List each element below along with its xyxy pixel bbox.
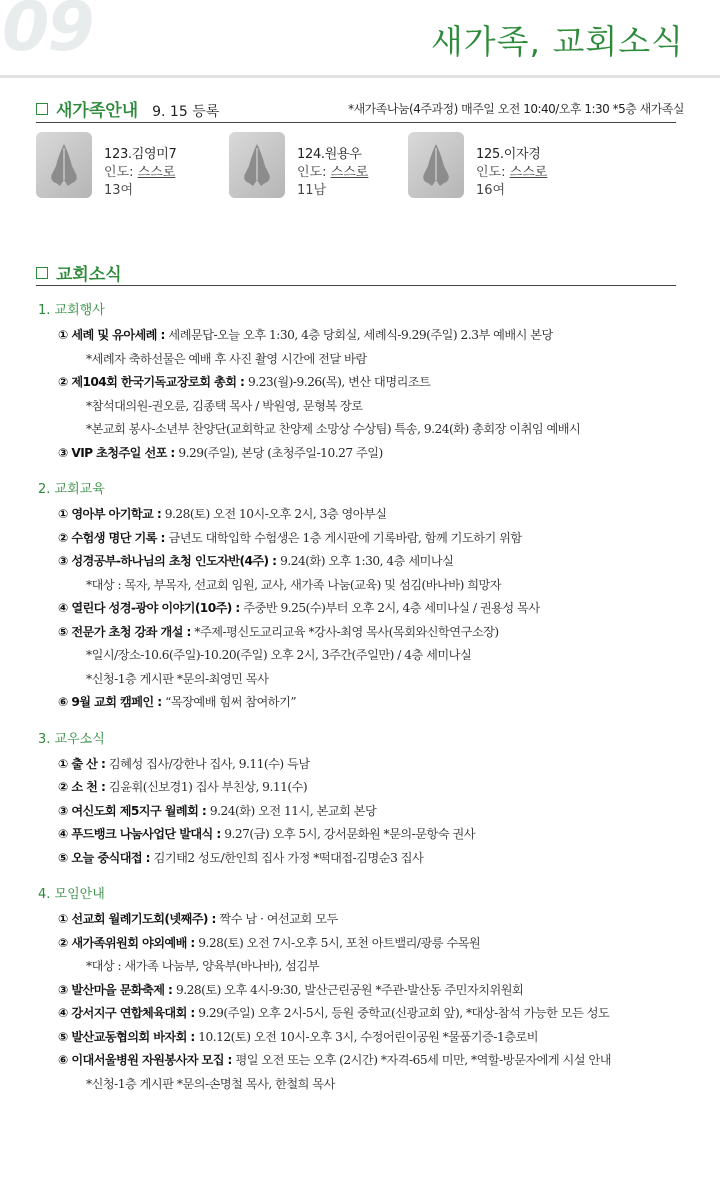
news-item-text: *신청-1층 게시판 *문의-손명철 목사, 한철희 목사	[86, 1076, 335, 1091]
news-item-detail	[38, 418, 698, 442]
news-item-text: 금년도 대학입학 수험생은 1층 게시판에 기록바람, 함께 기도하기 위함	[168, 530, 522, 545]
member-age: 16여	[476, 183, 506, 198]
registration-date: 9. 15 등록	[152, 104, 220, 120]
news-category-title: 2. 교회교육	[38, 482, 105, 497]
news-item-detail	[38, 574, 698, 598]
news-item	[38, 691, 698, 715]
news-item-label: ① 선교회 월례기도회(넷째주) :	[58, 912, 220, 926]
news-item-text: 9.28(토) 오전 10시-오후 2시, 3층 영아부실	[164, 507, 387, 521]
member-age: 13여	[104, 183, 134, 198]
member-age: 11남	[297, 183, 327, 198]
praying-hands-icon	[229, 132, 285, 198]
news-item-label: ③ 발산마을 문화축제 :	[58, 982, 176, 997]
square-bullet-icon	[36, 103, 48, 115]
new-family-list	[36, 132, 676, 212]
news-item-detail	[38, 395, 698, 419]
news-item-label: ④ 열린다 성경-광야 이야기(10주) :	[58, 601, 244, 615]
news-item-text: 9.23(월)-9.26(목), 변산 대명리조트	[247, 375, 431, 389]
member-name: 125.이자경	[476, 147, 541, 162]
church-news-body	[38, 300, 698, 1096]
news-item-label: ② 소 천 :	[58, 780, 109, 794]
news-item	[38, 979, 698, 1003]
news-item-label: ④ 강서지구 연합체육대회 :	[58, 1006, 199, 1020]
news-category-title: 3. 교우소식	[38, 731, 105, 747]
news-item	[38, 1026, 698, 1050]
news-item-text: 9.27(금) 오후 5시, 강서문화원 *문의-문항숙 권사	[224, 827, 476, 841]
news-item	[38, 800, 698, 824]
news-item	[38, 823, 698, 847]
news-item	[38, 1002, 698, 1026]
news-item-text: 세례문답-오늘 오후 1:30, 4층 당회실, 세례식-9.29(주일) 2.3부 예배시 본당	[168, 328, 553, 342]
praying-hands-icon	[408, 132, 464, 198]
news-item-text: 김기태2 성도/한인희 집사 가정 *떡대접-김명순3 집사	[153, 850, 424, 865]
member-name: 123.김영미7	[104, 147, 177, 162]
member-guide: 인도: 스스로	[297, 165, 369, 180]
new-family-member	[408, 132, 547, 200]
news-item-label: ⑤ 발산교동협의회 바자회 :	[58, 1029, 199, 1044]
new-family-note: *새가족나눔(4주과정) 매주일 오전 10:40/오후 1:30 *5층 새가족실	[348, 102, 684, 116]
page-title: 새가족, 교회소식	[430, 22, 684, 61]
member-guide: 인도: 스스로	[104, 165, 176, 180]
news-item	[38, 847, 698, 871]
church-news-heading	[36, 260, 122, 285]
news-item-text: 짝수 남 · 여선교회 모두	[219, 912, 338, 926]
news-item-label: ① 세례 및 유아세례 :	[58, 328, 169, 342]
news-item-detail	[38, 644, 698, 668]
news-item-label: ② 제104회 한국기독교장로회 총회 :	[58, 375, 248, 389]
news-item	[38, 503, 698, 527]
news-item	[38, 597, 698, 621]
news-item-label: ⑥ 9월 교회 캠페인 :	[58, 695, 166, 709]
news-item	[38, 324, 698, 348]
news-category-title: 1. 교회행사	[38, 303, 105, 318]
news-item-text: 김혜성 집사/강한나 집사, 9.11(수) 득남	[108, 756, 310, 771]
new-family-member	[229, 132, 368, 200]
news-item	[38, 776, 698, 800]
new-family-heading	[36, 96, 219, 121]
news-item-text: 9.28(토) 오전 7시-오후 5시, 포천 아트밸리/광릉 수목원	[198, 935, 481, 950]
news-item	[38, 621, 698, 645]
section-title: 교회소식	[56, 265, 122, 285]
news-item	[38, 527, 698, 551]
news-item-label: ③ VIP 초청주일 선포 :	[58, 445, 179, 460]
news-item-detail	[38, 668, 698, 692]
news-item-text: *일시/장소-10.6(주일)-10.20(주일) 오후 2시, 3주간(주일만) / 4층 세미나실	[86, 648, 472, 662]
news-item	[38, 550, 698, 574]
news-item-text: *대상 : 새가족 나눔부, 양육부(바나바), 섬김부	[86, 959, 319, 973]
title-divider	[0, 75, 720, 78]
news-item-text: 평일 오전 또는 오후 (2시간) *자격-65세 미만, *역할-방문자에게 시설 안내	[235, 1053, 612, 1067]
news-item-label: ⑤ 전문가 초청 강좌 개설 :	[58, 624, 195, 639]
news-item-text: 9.24(화) 오전 11시, 본교회 본당	[209, 803, 377, 818]
square-bullet-icon	[36, 267, 48, 279]
section-divider	[36, 122, 676, 123]
news-item-label: ③ 여신도회 제5지구 월례회 :	[58, 803, 210, 818]
news-item-label: ② 새가족위원회 야외예배 :	[58, 935, 199, 950]
news-item-label: ⑥ 이대서울병원 자원봉사자 모집 :	[58, 1053, 236, 1067]
news-item	[38, 932, 698, 956]
news-item-text: *세례자 축하선물은 예배 후 사진 촬영 시간에 전달 바람	[86, 351, 367, 366]
news-item-text: 주중반 9.25(수)부터 오후 2시, 4층 세미나실 / 권용성 목사	[243, 601, 540, 615]
news-item-text: 김윤휘(신보경1) 집사 부친상, 9.11(수)	[108, 780, 308, 794]
news-item	[38, 908, 698, 932]
page-number: 09	[2, 0, 93, 67]
news-item-label: ① 영아부 아기학교 :	[58, 507, 165, 521]
news-item-text: *본교회 봉사-소년부 찬양단(교회학교 찬양제 소망상 수상팀) 특송, 9.24(화) 총회장 이취임 예배시	[86, 422, 581, 436]
news-item	[38, 1049, 698, 1073]
news-item-text: 9.24(화) 오후 1:30, 4층 세미나실	[280, 554, 454, 568]
news-item	[38, 442, 698, 466]
section-divider	[36, 285, 676, 286]
news-item-label: ② 수험생 명단 기록 :	[58, 530, 169, 545]
news-item-detail	[38, 955, 698, 979]
member-guide: 인도: 스스로	[476, 165, 548, 180]
news-item-detail	[38, 348, 698, 372]
news-item-text: “목장예배 힘써 참여하기”	[165, 695, 297, 709]
news-item-text: *신청-1층 게시판 *문의-최영민 목사	[86, 671, 269, 686]
news-item	[38, 371, 698, 395]
news-item-label: ③ 성경공부-하나님의 초청 인도자반(4주) :	[58, 554, 281, 568]
news-item-text: 9.28(토) 오후 4시-9:30, 발산근린공원 *주관-발산동 주민자치위원회	[175, 982, 524, 997]
news-item-text: *참석대의원-권오륜, 김종택 목사 / 박원영, 문형복 장로	[86, 398, 363, 413]
section-title: 새가족안내	[56, 101, 139, 121]
news-item-text: *대상 : 목자, 부목자, 선교회 임원, 교사, 새가족 나눔(교육) 및 섬김(바나바) 희망자	[86, 577, 502, 592]
news-category-title: 4. 모임안내	[38, 887, 105, 902]
member-name: 124.원용우	[297, 147, 362, 162]
praying-hands-icon	[36, 132, 92, 198]
news-item-text: 10.12(토) 오전 10시-오후 3시, 수정어린이공원 *물품기증-1층로비	[198, 1029, 539, 1044]
news-item-detail	[38, 1073, 698, 1097]
news-item-text: 9.29(주일) 오후 2시-5시, 등원 중학교(신광교회 앞), *대상-참석 가능한 모든 성도	[198, 1006, 610, 1020]
news-item-label: ① 출 산 :	[58, 756, 109, 771]
news-item-text: 9.29(주일), 본당 (초청주일-10.27 주일)	[178, 445, 383, 460]
news-item-label: ④ 푸드뱅크 나눔사업단 발대식 :	[58, 827, 225, 841]
new-family-member	[36, 132, 177, 200]
news-item	[38, 753, 698, 777]
news-item-label: ⑤ 오늘 중식대접 :	[58, 850, 154, 865]
news-item-text: *주제-평신도교리교육 *강사-최영 목사(목회와신학연구소장)	[194, 624, 499, 639]
